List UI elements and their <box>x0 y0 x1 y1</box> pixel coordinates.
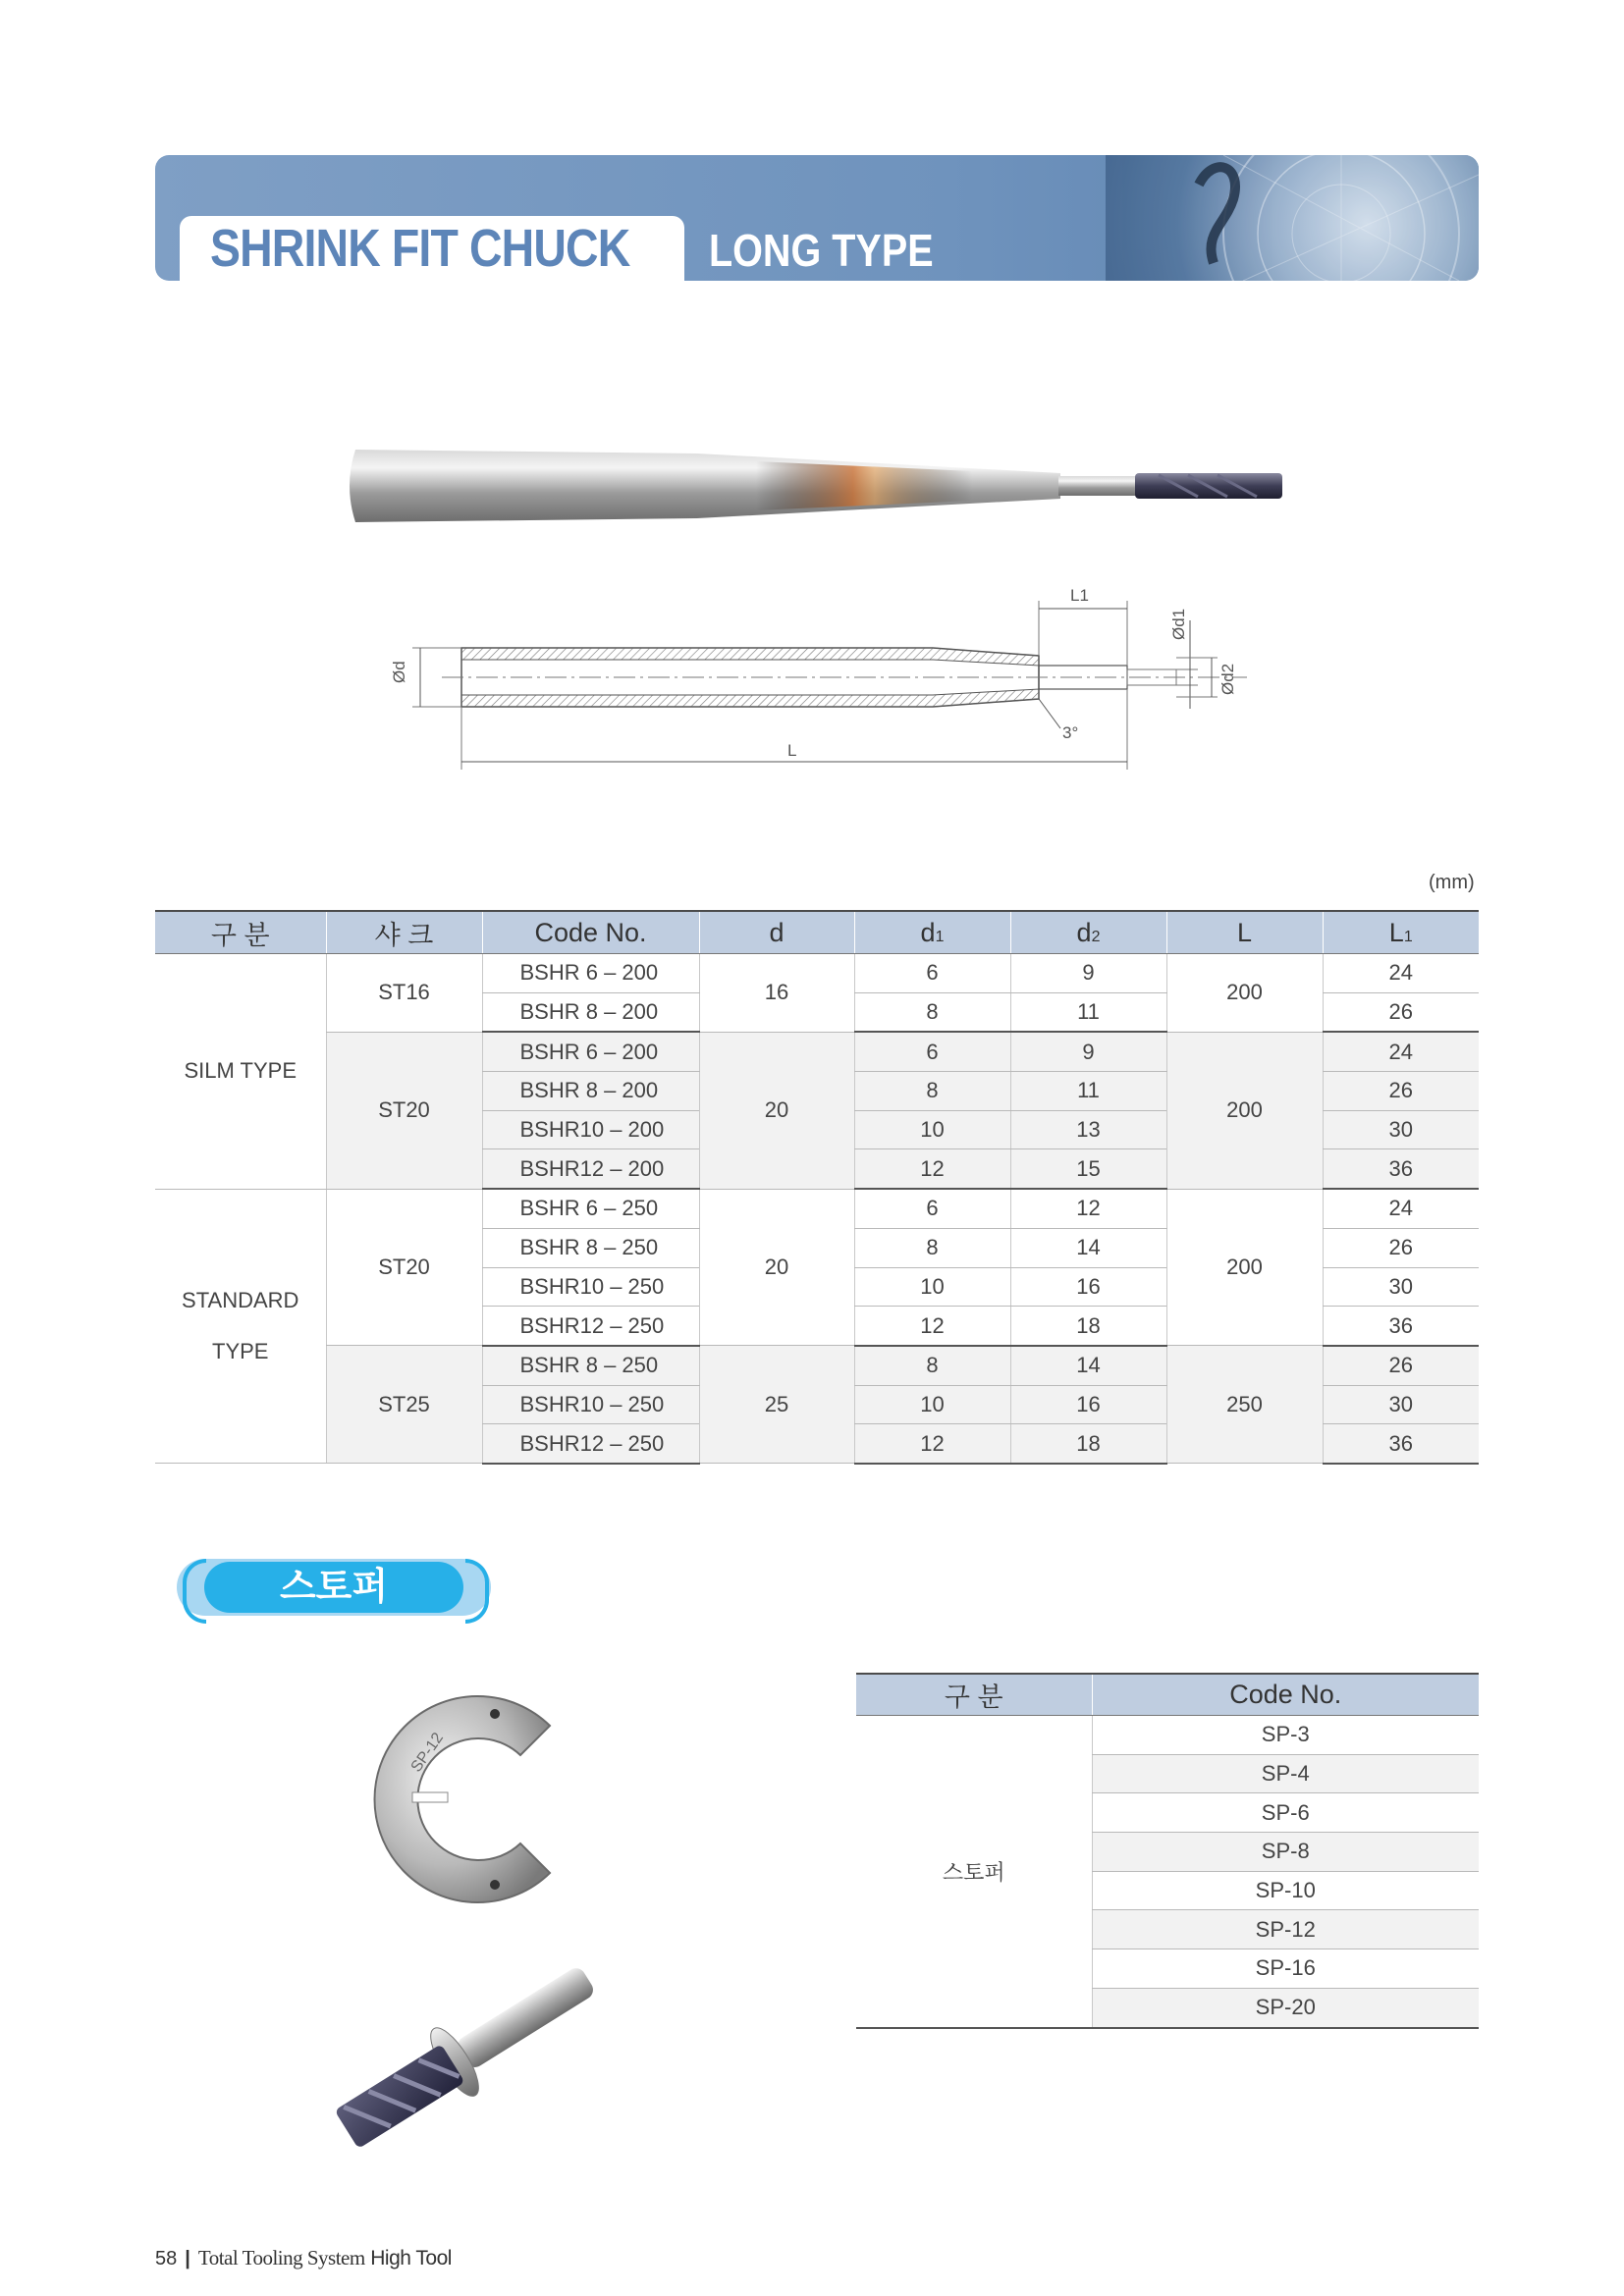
shank-cell: ST25 <box>326 1346 482 1464</box>
header-code: Code No. <box>482 911 699 954</box>
stopper-code-cell: SP-3 <box>1092 1716 1479 1755</box>
stopper-ring-image <box>373 1686 569 1912</box>
table-row <box>155 954 1479 993</box>
badge-bracket-left <box>183 1559 206 1624</box>
header-L: L <box>1166 911 1323 954</box>
page-subtitle: LONG TYPE <box>709 225 934 276</box>
d1-cell: 6 <box>854 1189 1010 1228</box>
spec-table <box>155 910 1479 1465</box>
code-cell: BSHR12 – 250 <box>482 1307 699 1346</box>
d-cell: 16 <box>699 954 854 1033</box>
d1-cell: 12 <box>854 1307 1010 1346</box>
L1-cell: 36 <box>1323 1149 1479 1189</box>
L-cell: 200 <box>1166 1189 1323 1346</box>
header-d: d <box>699 911 854 954</box>
stopper-header-category: 구 분 <box>856 1674 1092 1716</box>
code-cell: BSHR12 – 250 <box>482 1424 699 1464</box>
header-d1: d1 <box>854 911 1010 954</box>
d1-cell: 8 <box>854 992 1010 1032</box>
stopper-stamp-text: SP-12 <box>407 1730 448 1776</box>
stopper-code-cell: SP-16 <box>1092 1949 1479 1989</box>
L1-cell: 36 <box>1323 1307 1479 1346</box>
stopper-header-code: Code No. <box>1092 1674 1479 1716</box>
section-title-stopper: 스토퍼 <box>204 1562 463 1613</box>
page-footer: 58 | Total Tooling System High Tool <box>155 2246 452 2269</box>
footer-text: Total Tooling System <box>197 2246 365 2269</box>
shank-cell: ST20 <box>326 1189 482 1346</box>
table-row <box>155 1189 1479 1228</box>
footer-brand: High Tool <box>370 2247 452 2269</box>
d2-cell: 11 <box>1010 1072 1166 1111</box>
table-row <box>155 1032 1479 1071</box>
header-shank: 샤 크 <box>326 911 482 954</box>
d2-cell: 12 <box>1010 1189 1166 1228</box>
d-cell: 20 <box>699 1032 854 1189</box>
d1-cell: 6 <box>854 1032 1010 1071</box>
type-cell: SILM TYPE <box>155 954 326 1190</box>
stopper-code-cell: SP-6 <box>1092 1793 1479 1833</box>
d1-cell: 10 <box>854 1110 1010 1149</box>
L1-cell: 26 <box>1323 1346 1479 1385</box>
banner-decoration <box>1106 155 1479 281</box>
d1-cell: 8 <box>854 1072 1010 1111</box>
d2-cell: 16 <box>1010 1385 1166 1424</box>
d1-cell: 12 <box>854 1149 1010 1189</box>
code-cell: BSHR10 – 250 <box>482 1385 699 1424</box>
d2-cell: 14 <box>1010 1346 1166 1385</box>
shank-cell: ST20 <box>326 1032 482 1189</box>
L-cell: 200 <box>1166 1032 1323 1189</box>
code-cell: BSHR10 – 250 <box>482 1267 699 1307</box>
L1-cell: 30 <box>1323 1267 1479 1307</box>
d2-cell: 13 <box>1010 1110 1166 1149</box>
page-number: 58 <box>155 2248 178 2269</box>
L1-cell: 36 <box>1323 1424 1479 1464</box>
stopper-category-cell: 스토퍼 <box>856 1716 1092 2028</box>
code-cell: BSHR 8 – 200 <box>482 992 699 1032</box>
L1-cell: 26 <box>1323 1072 1479 1111</box>
shank-cell: ST16 <box>326 954 482 1033</box>
stopper-on-tool-image <box>314 1949 628 2155</box>
label-phi-d: Ød <box>390 661 408 683</box>
d2-cell: 9 <box>1010 1032 1166 1071</box>
d2-cell: 11 <box>1010 992 1166 1032</box>
d2-cell: 14 <box>1010 1228 1166 1267</box>
unit-label: (mm) <box>1429 872 1475 893</box>
L1-cell: 24 <box>1323 954 1479 993</box>
stopper-header-row <box>856 1674 1479 1716</box>
type-cell: STANDARD TYPE <box>155 1189 326 1464</box>
L1-cell: 24 <box>1323 1189 1479 1228</box>
d2-cell: 15 <box>1010 1149 1166 1189</box>
technical-drawing <box>383 581 1267 797</box>
d2-cell: 18 <box>1010 1424 1166 1464</box>
stopper-code-cell: SP-10 <box>1092 1871 1479 1910</box>
L1-cell: 30 <box>1323 1385 1479 1424</box>
spec-header-row <box>155 911 1479 954</box>
d1-cell: 8 <box>854 1228 1010 1267</box>
stopper-code-cell: SP-12 <box>1092 1910 1479 1949</box>
d1-cell: 12 <box>854 1424 1010 1464</box>
label-phi-d1: Ød1 <box>1169 608 1188 640</box>
stopper-code-cell: SP-8 <box>1092 1833 1479 1872</box>
header-d2: d2 <box>1010 911 1166 954</box>
d1-cell: 8 <box>854 1346 1010 1385</box>
table-row <box>856 1716 1479 1755</box>
header-L1: L1 <box>1323 911 1479 954</box>
label-angle: 3° <box>1062 723 1079 742</box>
code-cell: BSHR 8 – 250 <box>482 1346 699 1385</box>
table-row <box>155 1346 1479 1385</box>
d-cell: 25 <box>699 1346 854 1464</box>
L-cell: 200 <box>1166 954 1323 1033</box>
d2-cell: 18 <box>1010 1307 1166 1346</box>
product-photo <box>344 432 1306 540</box>
code-cell: BSHR12 – 200 <box>482 1149 699 1189</box>
code-cell: BSHR 8 – 250 <box>482 1228 699 1267</box>
badge-bracket-right <box>465 1559 489 1624</box>
code-cell: BSHR10 – 200 <box>482 1110 699 1149</box>
code-cell: BSHR 8 – 200 <box>482 1072 699 1111</box>
stopper-code-cell: SP-4 <box>1092 1754 1479 1793</box>
stopper-code-cell: SP-20 <box>1092 1988 1479 2027</box>
L1-cell: 30 <box>1323 1110 1479 1149</box>
L1-cell: 26 <box>1323 992 1479 1032</box>
code-cell: BSHR 6 – 200 <box>482 1032 699 1071</box>
label-phi-d2: Ød2 <box>1218 663 1237 695</box>
code-cell: BSHR 6 – 250 <box>482 1189 699 1228</box>
header-category: 구 분 <box>155 911 326 954</box>
d1-cell: 10 <box>854 1385 1010 1424</box>
d2-cell: 16 <box>1010 1267 1166 1307</box>
label-L: L <box>787 741 797 760</box>
label-L1: L1 <box>1070 586 1089 605</box>
d1-cell: 6 <box>854 954 1010 993</box>
page-title: SHRINK FIT CHUCK <box>210 219 630 278</box>
L1-cell: 24 <box>1323 1032 1479 1071</box>
d1-cell: 10 <box>854 1267 1010 1307</box>
L1-cell: 26 <box>1323 1228 1479 1267</box>
d-cell: 20 <box>699 1189 854 1346</box>
code-cell: BSHR 6 – 200 <box>482 954 699 993</box>
d2-cell: 9 <box>1010 954 1166 993</box>
L-cell: 250 <box>1166 1346 1323 1464</box>
stopper-table <box>856 1673 1479 2029</box>
